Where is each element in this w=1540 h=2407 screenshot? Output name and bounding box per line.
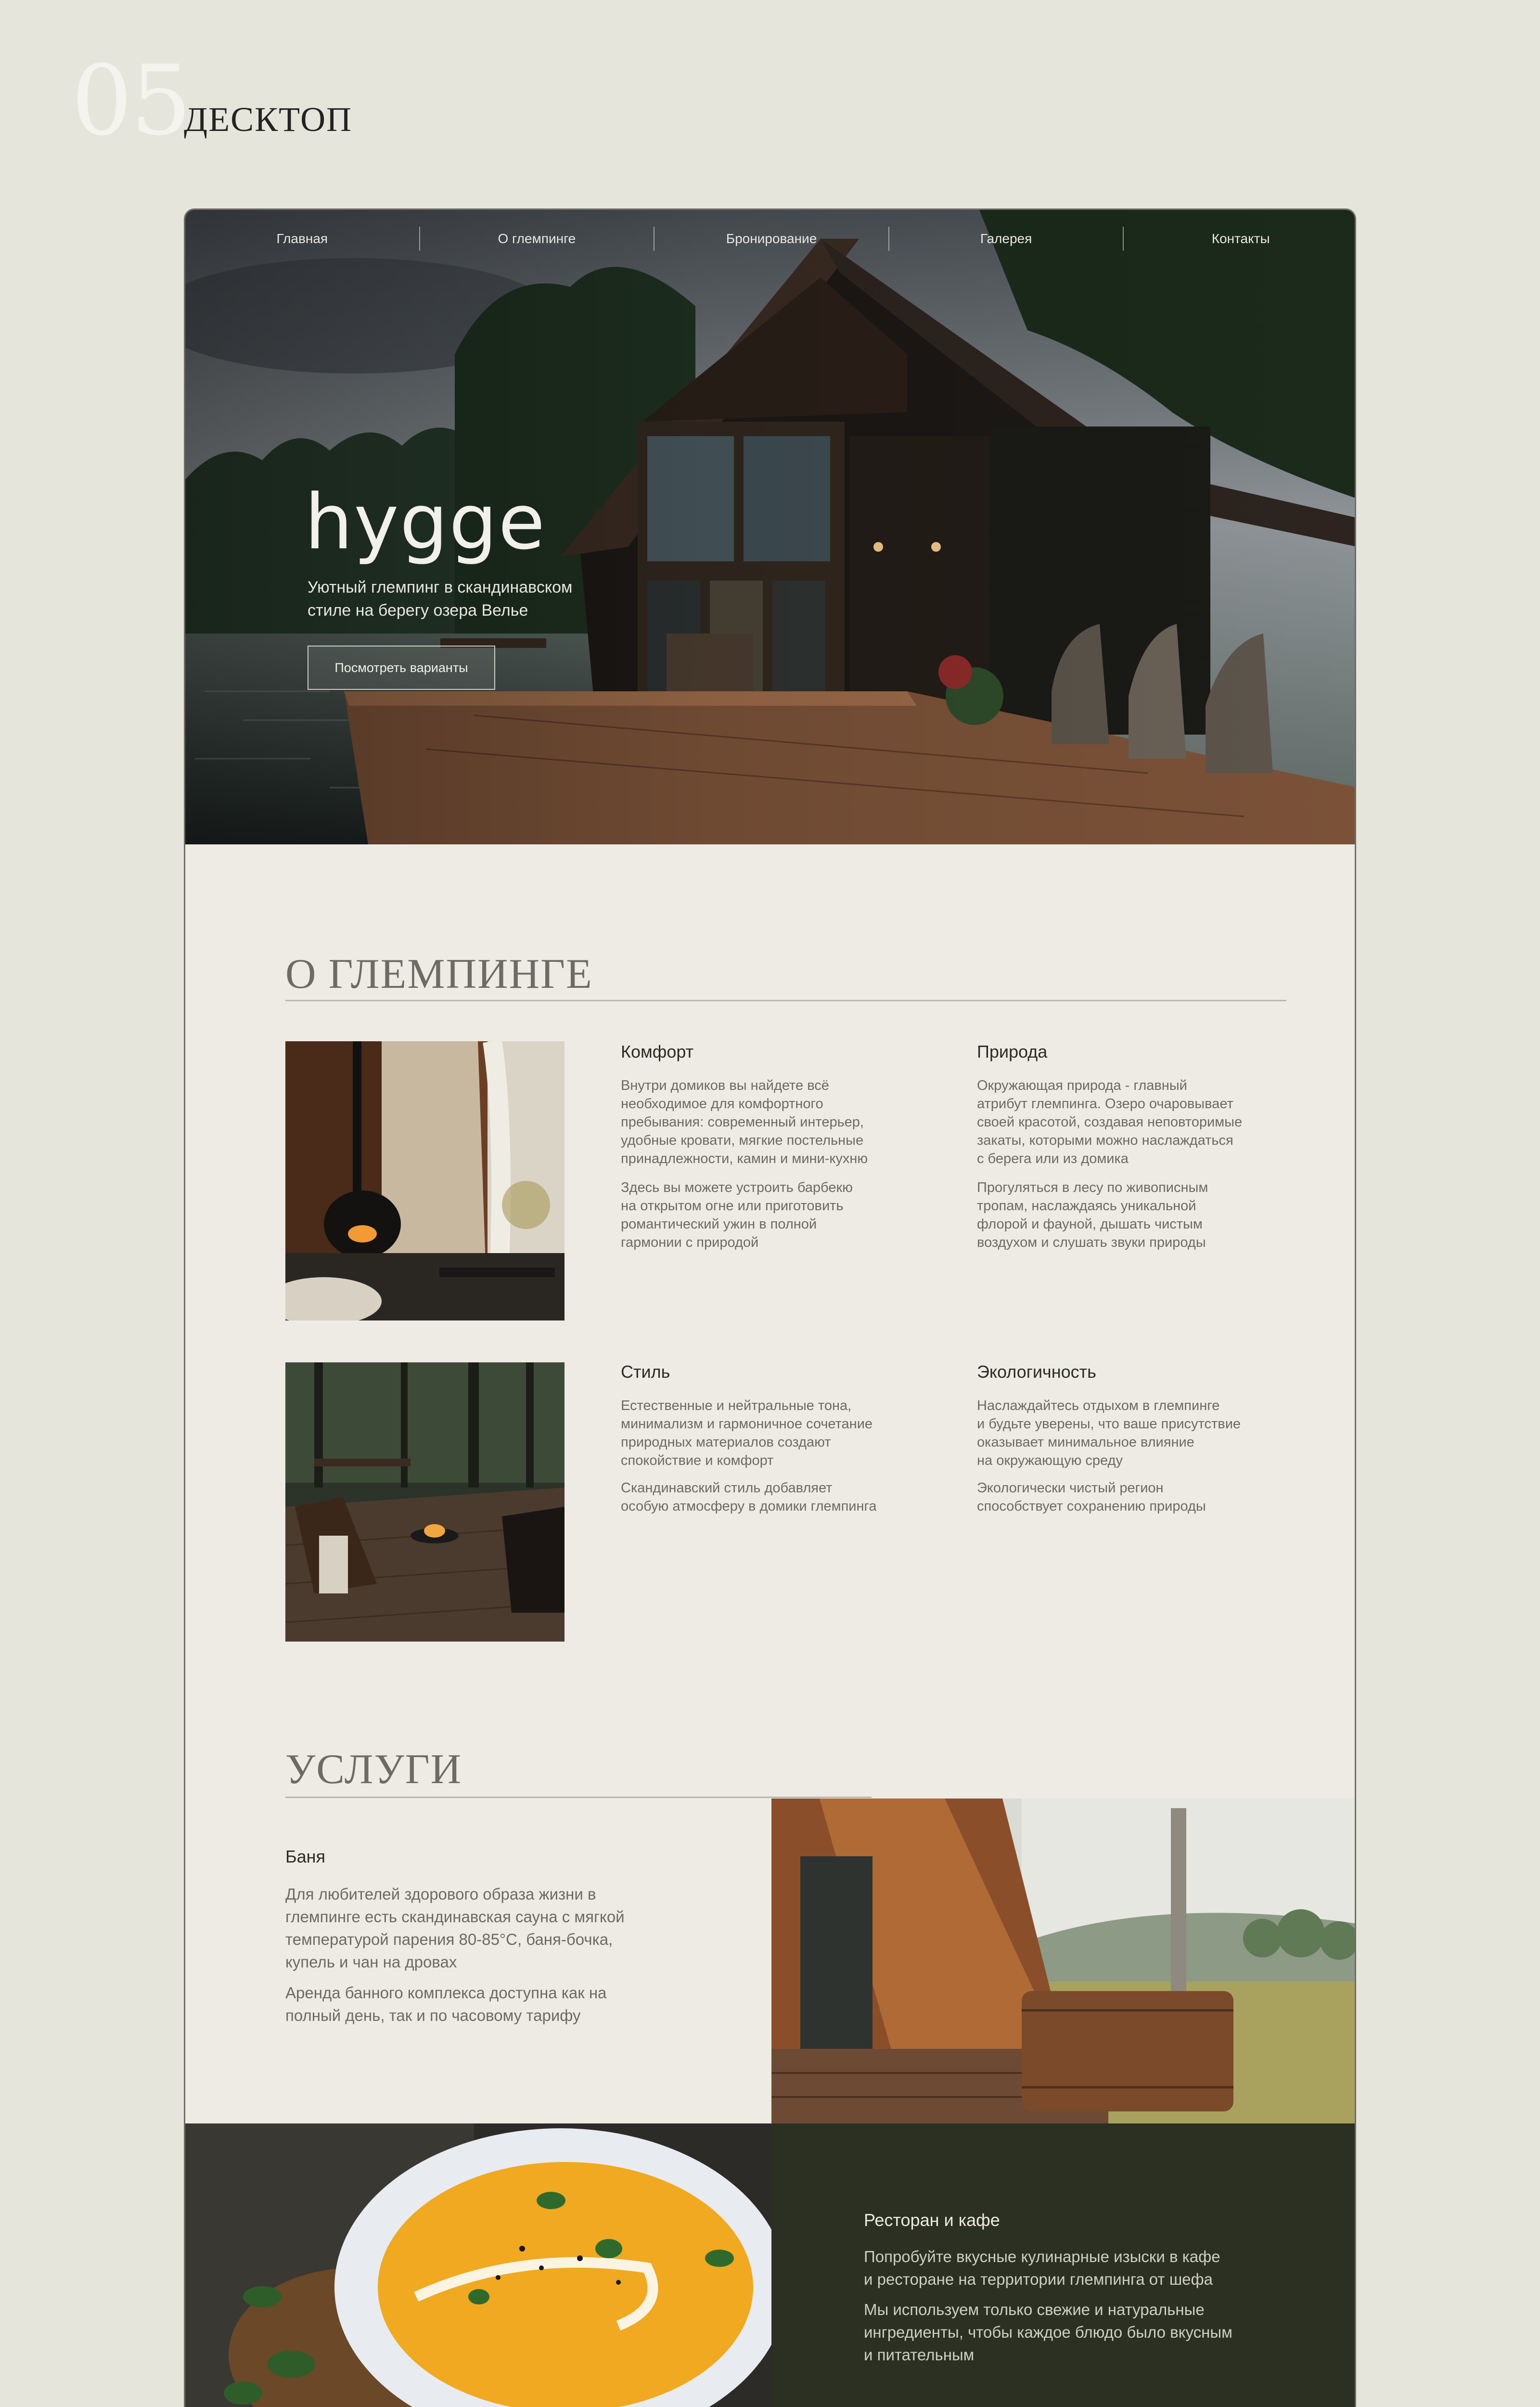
service-restaurant-text	[864, 2245, 1220, 2291]
text-line: воздухом и слушать звуки природы	[977, 1235, 1206, 1250]
about-title: О ГЛЕМПИНГЕ	[285, 951, 593, 997]
feature-style-text-2	[621, 1479, 919, 1515]
text-line: флорой и фауной, дышать чистым	[977, 1216, 1203, 1232]
text-line: и питательным	[864, 2346, 975, 2364]
nav-item-booking[interactable]: Бронирование	[726, 231, 817, 246]
text-line: Прогуляться в лесу по живописным	[977, 1180, 1208, 1195]
pumpkin-soup-image	[185, 2123, 771, 2407]
text-line: гармонии с природой	[621, 1235, 759, 1250]
text-line: и ресторане на территории глемпинга от шефа	[864, 2270, 1213, 2288]
text-line: тропам, наслаждаясь уникальной	[977, 1198, 1196, 1214]
feature-nature-text	[977, 1076, 1275, 1168]
text-line: Для любителей здорового образа жизни в	[285, 1885, 596, 1903]
text-line: Аренда банного комплекса доступна как на	[285, 1984, 607, 2002]
text-line: с берега или из домика	[977, 1151, 1129, 1166]
text-line: Здесь вы можете устроить барбекю	[621, 1180, 853, 1195]
presentation-title: ДЕСКТОП	[184, 100, 353, 139]
text-line: необходимое для комфортного	[621, 1096, 823, 1112]
text-line: и будьте уверены, что ваше присутствие	[977, 1416, 1241, 1432]
text-line: спокойствие и комфорт	[621, 1453, 774, 1468]
text-line: Попробуйте вкусные кулинарные изыски в кафе	[864, 2248, 1220, 2265]
hero-subtitle	[308, 576, 616, 622]
feature-comfort-text-2	[621, 1178, 919, 1252]
main-nav	[185, 224, 1356, 253]
hero-subtitle-line: стиле на берегу озера Велье	[308, 601, 528, 620]
feature-style-text	[621, 1397, 919, 1470]
text-line: удобные кровати, мягкие постельные	[621, 1133, 864, 1148]
feature-comfort-text	[621, 1076, 919, 1168]
service-banya-text-2	[285, 1981, 606, 2027]
text-line: Внутри домиков вы найдете всё	[621, 1078, 829, 1093]
text-line: на окружающую среду	[977, 1453, 1123, 1468]
feature-comfort-heading: Комфорт	[621, 1042, 694, 1061]
feature-style-heading: Стиль	[621, 1362, 670, 1382]
service-banya-text	[285, 1883, 625, 1973]
service-banya-heading: Баня	[285, 1847, 326, 1866]
text-line: атрибут глемпинга. Озеро очаровывает	[977, 1096, 1233, 1112]
text-line: минимализм и гармоничное сочетание	[621, 1416, 873, 1432]
text-line: закаты, которыми можно наслаждаться	[977, 1133, 1233, 1148]
text-line: глемпинге есть скандинавская сауна с мягкой	[285, 1908, 625, 1926]
text-line: своей красотой, создавая неповторимые	[977, 1114, 1243, 1130]
nav-item-home[interactable]: Главная	[276, 231, 328, 246]
feature-nature-text-2	[977, 1178, 1275, 1252]
site-mockup	[184, 208, 1356, 2407]
hero-section	[185, 210, 1356, 844]
deck-firepit-image	[285, 1362, 565, 1642]
text-line: способствует сохранению природы	[977, 1499, 1206, 1514]
services-divider	[285, 1797, 872, 1798]
text-line: особую атмосферу в домики глемпинга	[621, 1499, 877, 1514]
text-line: природных материалов создают	[621, 1435, 831, 1450]
service-restaurant-heading: Ресторан и кафе	[864, 2210, 1000, 2230]
text-line: Окружающая природа - главный	[977, 1078, 1187, 1093]
feature-eco-text	[977, 1397, 1275, 1470]
text-line: пребывания: современный интерьер,	[621, 1114, 864, 1130]
hero-logo: hygge	[305, 478, 546, 567]
banya-hot-tub-image	[771, 1799, 1356, 2123]
service-restaurant-text-2	[864, 2298, 1232, 2366]
text-line: Естественные и нейтральные тона,	[621, 1398, 852, 1413]
text-line: полный день, так и по часовому тарифу	[285, 2006, 581, 2024]
text-line: температурой парения 80-85°С, баня-бочка,	[285, 1930, 613, 1948]
text-line: Скандинавский стиль добавляет	[621, 1480, 833, 1496]
text-line: Наслаждайтесь отдыхом в глемпинге	[977, 1398, 1220, 1413]
presentation-number: 05	[71, 45, 190, 157]
feature-nature-heading: Природа	[977, 1042, 1048, 1061]
hero-subtitle-line: Уютный глемпинг в скандинавском	[308, 578, 573, 596]
nav-item-gallery[interactable]: Галерея	[980, 231, 1032, 246]
view-options-button[interactable]: Посмотреть варианты	[308, 646, 495, 690]
text-line: оказывает минимальное влияние	[977, 1435, 1194, 1450]
about-divider	[285, 1000, 1286, 1001]
text-line: купель и чан на дровах	[285, 1953, 457, 1971]
interior-fireplace-image	[285, 1041, 565, 1320]
text-line: принадлежности, камин и мини-кухню	[621, 1151, 868, 1166]
nav-item-contacts[interactable]: Контакты	[1211, 231, 1270, 246]
text-line: Экологически чистый регион	[977, 1480, 1164, 1496]
feature-eco-heading: Экологичность	[977, 1362, 1096, 1382]
text-line: на открытом огне или приготовить	[621, 1198, 844, 1214]
nav-item-about[interactable]: О глемпинге	[498, 231, 576, 246]
services-title: УСЛУГИ	[285, 1746, 462, 1793]
feature-eco-text-2	[977, 1479, 1275, 1515]
text-line: ингредиенты, чтобы каждое блюдо было вкусным	[864, 2323, 1232, 2341]
text-line: романтический ужин в полной	[621, 1216, 817, 1232]
text-line: Мы используем только свежие и натуральные	[864, 2301, 1205, 2318]
